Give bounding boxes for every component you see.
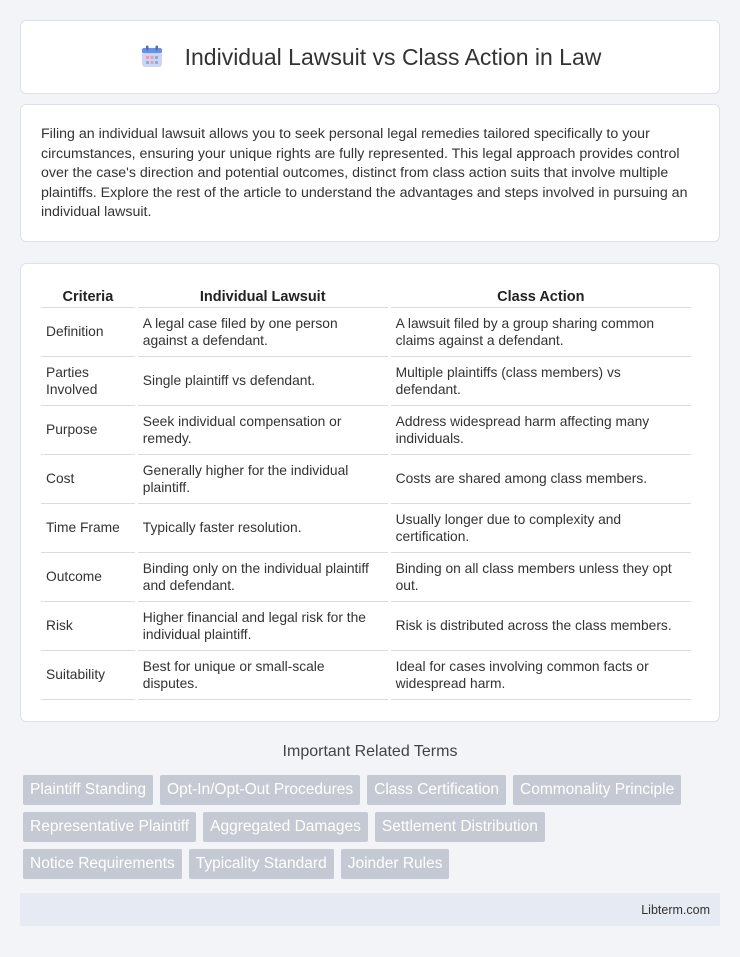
cell-class: Risk is distributed across the class members. (391, 602, 691, 651)
cell-criteria: Cost (41, 455, 135, 504)
cell-class: Address widespread harm affecting many individuals. (391, 406, 691, 455)
term-tag[interactable]: Class Certification (367, 775, 506, 805)
table-row (41, 504, 691, 553)
cell-individual: Seek individual compensation or remedy. (138, 406, 388, 455)
related-terms (23, 775, 723, 886)
footer (20, 893, 720, 926)
cell-criteria: Definition (41, 308, 135, 357)
footer-brand[interactable]: Libterm.com (641, 902, 710, 917)
cell-criteria: Outcome (41, 553, 135, 602)
term-tag[interactable]: Notice Requirements (23, 849, 182, 879)
term-tag[interactable]: Typicality Standard (189, 849, 334, 879)
header-criteria: Criteria (41, 284, 135, 308)
term-tag[interactable]: Commonality Principle (513, 775, 681, 805)
table-row (41, 553, 691, 602)
cell-class: Usually longer due to complexity and certification. (391, 504, 691, 553)
related-terms-title: Important Related Terms (282, 743, 458, 760)
page-title: Individual Lawsuit vs Class Action in Law (184, 43, 602, 70)
cell-class: Multiple plaintiffs (class members) vs defendant. (391, 357, 691, 406)
cell-class: Binding on all class members unless they opt out. (391, 553, 691, 602)
term-row (23, 775, 723, 805)
table-row (41, 602, 691, 651)
cell-individual: Single plaintiff vs defendant. (138, 357, 388, 406)
table-row (41, 357, 691, 406)
cell-individual: Binding only on the individual plaintiff and defendant. (138, 553, 388, 602)
intro-paragraph: Filing an individual lawsuit allows you to seek personal legal remedies tailored specifically to your circumstances, ensuring your unique rights are fully represented. This legal approach provides control over the case's direction and potential outcomes, distinct from class action suits that involve multiple plaintiffs. Explore the rest of the article to understand the advantages and steps involved in pursuing an individual lawsuit. (41, 126, 688, 221)
term-row (23, 849, 723, 879)
table-header-row (41, 284, 691, 308)
cell-individual: A legal case filed by one person against a defendant. (138, 308, 388, 357)
cell-individual: Higher financial and legal risk for the individual plaintiff. (138, 602, 388, 651)
term-tag[interactable]: Opt-In/Opt-Out Procedures (160, 775, 360, 805)
cell-individual: Typically faster resolution. (138, 504, 388, 553)
term-tag[interactable]: Plaintiff Standing (23, 775, 153, 805)
term-tag[interactable]: Joinder Rules (341, 849, 450, 879)
cell-criteria: Time Frame (41, 504, 135, 553)
comparison-table (38, 284, 694, 700)
cell-class: A lawsuit filed by a group sharing common claims against a defendant. (391, 308, 691, 357)
table-row (41, 455, 691, 504)
cell-criteria: Risk (41, 602, 135, 651)
cell-criteria: Parties Involved (41, 357, 135, 406)
cell-criteria: Suitability (41, 651, 135, 700)
table-row (41, 308, 691, 357)
table-row (41, 406, 691, 455)
comparison-card (20, 263, 720, 722)
cell-class: Costs are shared among class members. (391, 455, 691, 504)
cell-individual: Generally higher for the individual plaintiff. (138, 455, 388, 504)
cell-criteria: Purpose (41, 406, 135, 455)
intro-card (20, 104, 720, 242)
table-row (41, 651, 691, 700)
document-icon (139, 44, 165, 70)
header-class-action: Class Action (391, 284, 691, 308)
header-individual-lawsuit: Individual Lawsuit (138, 284, 388, 308)
cell-individual: Best for unique or small-scale disputes. (138, 651, 388, 700)
header-card (20, 20, 720, 94)
term-tag[interactable]: Settlement Distribution (375, 812, 545, 842)
cell-class: Ideal for cases involving common facts or widespread harm. (391, 651, 691, 700)
term-tag[interactable]: Aggregated Damages (203, 812, 368, 842)
term-row (23, 812, 723, 842)
term-tag[interactable]: Representative Plaintiff (23, 812, 196, 842)
